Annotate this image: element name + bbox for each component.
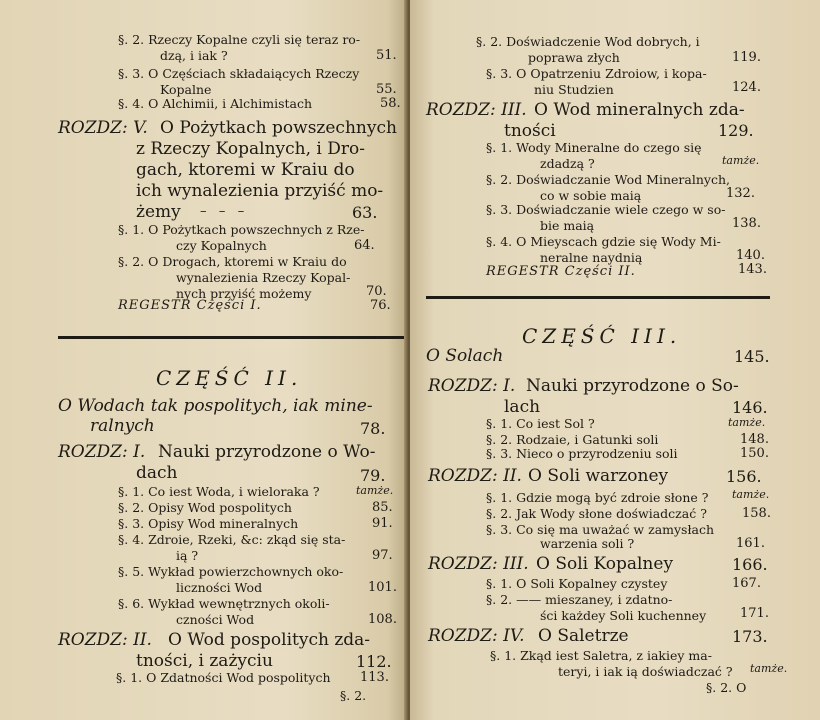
toc-entry: dzą, i iak ? [160,48,228,63]
right-page [410,0,820,720]
register-entry: REGESTR Części II. [486,264,636,279]
chapter-title: Nauki przyrodzone o So- [526,376,739,396]
page-number: 78. [360,419,386,438]
toc-entry: §. 2. Jak Wody słone doświadczać ? [486,506,707,521]
toc-entry: co w sobie maią [540,188,642,203]
toc-entry: §. 5. Wykład powierzchownych oko- [118,564,344,579]
toc-entry: §. 3. O Opatrzeniu Zdroiow, i kopa- [486,66,707,81]
page-number: 64. [354,238,375,253]
toc-entry: czności Wod [176,612,255,627]
page-number: 166. [732,555,768,574]
toc-entry: liczności Wod [176,580,263,595]
toc-entry: §. 2. O Drogach, ktoremi w Kraiu do [118,254,347,269]
toc-entry: neralne naydnią [540,250,643,265]
page-number: 76. [370,298,391,313]
toc-entry: §. 2. —— mieszaney, i zdatno- [486,592,673,607]
page-number: 145. [734,347,770,366]
page-number: 63. [352,203,378,222]
chapter-title: O Saletrze [538,626,629,646]
chapter-title: O Soli Kopalney [536,554,674,574]
toc-entry: czy Kopalnych [176,238,267,253]
chapter-title: O Wod pospolitych zda- [168,630,371,650]
toc-entry: nych przyiść możemy [176,286,312,301]
chapter-title: O Wod mineralnych zda- [534,100,745,120]
page-number: tamże. [728,416,766,429]
toc-entry: §. 2. Doświadczanie Wod Mineralnych, [486,172,730,187]
toc-entry: §. 3. Nieco o przyrodzeniu soli [486,446,678,461]
section-title: O Solach [426,346,504,366]
page-number: 97. [372,548,393,563]
page-number: 171. [740,606,769,621]
toc-entry: teryi, i iak ią doświadczać ? [558,664,733,679]
chapter-title: tności, i zażyciu [136,651,273,671]
chapter-title: O Pożytkach powszechnych [160,118,397,138]
page-number: 132. [726,186,755,201]
section-rule [58,336,404,339]
toc-entry: §. 2. Rzeczy Kopalne czyli się teraz ro- [118,32,361,47]
page-number: tamże. [750,662,788,675]
toc-entry: §. 4. O Mieyscach gdzie się Wody Mi- [486,234,721,249]
toc-entry: §. 1. Zkąd iest Saletra, z iakiey ma- [490,648,712,663]
page-number: tamże. [722,154,760,167]
toc-entry: §. 3. O Częściach składaiących Rzeczy [118,66,360,81]
chapter-heading: ROZDZ: III. [428,554,529,574]
chapter-title: z Rzeczy Kopalnych, i Dro- [136,139,366,159]
page-number: 85. [372,500,393,515]
toc-entry: wynalezienia Rzeczy Kopal- [176,270,351,285]
catchword: §. 2. [340,688,367,703]
toc-entry: §. 1. O Pożytkach powszechnych z Rze- [118,222,365,237]
toc-entry: ią ? [176,548,199,563]
chapter-title: Nauki przyrodzone o Wo- [158,442,376,462]
chapter-heading: ROZDZ: I. [58,442,146,462]
toc-entry: §. 3. Opisy Wod mineralnych [118,516,299,531]
toc-entry: §. 1. Co iest Woda, i wieloraka ? [118,484,320,499]
page-number: 108. [368,612,397,627]
chapter-heading: ROZDZ: III. [426,100,527,120]
page-number: 101. [368,580,397,595]
toc-entry: §. 2. Rodzaie, i Gatunki soli [486,432,659,447]
page-number: 146. [732,398,768,417]
chapter-title: ich wynalezienia przyiść mo- [136,181,384,201]
part-heading: CZĘŚĆ II. [156,366,303,390]
chapter-title: tności [504,121,556,141]
page-number: 138. [732,216,761,231]
toc-entry: §. 1. Gdzie mogą być zdroie słone ? [486,490,709,505]
page-number: 70. [366,284,387,299]
page-number: 143. [738,262,767,277]
chapter-title: O Soli warzoney [528,466,669,486]
chapter-heading: ROZDZ: IV. [428,626,525,646]
page-number: 150. [740,446,769,461]
catchword: §. 2. O [706,680,747,695]
chapter-heading: ROZDZ: II. [58,630,152,650]
toc-entry: §. 1. O Soli Kopalney czystey [486,576,668,591]
page-number: 156. [726,467,762,486]
page-number: 51. [376,48,397,63]
toc-entry: §. 1. Co iest Sol ? [486,416,595,431]
section-title: O Wodach tak pospolitych, iak mine- [58,396,373,416]
chapter-title: lach [504,397,541,417]
toc-entry: §. 1. Wody Mineralne do czego się [486,140,702,155]
chapter-title: żemy [136,202,181,222]
page-number: tamże. [732,488,770,501]
page-number: 113. [360,670,389,685]
left-page [0,0,408,720]
chapter-title: dach [136,463,178,483]
chapter-heading: ROZDZ: II. [428,466,522,486]
page-number: 173. [732,627,768,646]
toc-entry: §. 4. Zdroie, Rzeki, &c: zkąd się sta- [118,532,346,547]
toc-entry: §. 3. Doświadczanie wiele czego w so- [486,202,726,217]
section-rule [426,296,770,299]
page-number: 161. [736,536,765,551]
section-title: ralnych [90,416,155,436]
page-number: 79. [360,466,386,485]
toc-entry: bie maią [540,218,595,233]
chapter-heading: ROZDZ: V. [58,118,148,138]
page-number: 129. [718,121,754,140]
page-number: 112. [356,652,392,671]
page-number: 91. [372,516,393,531]
page-number: 148. [740,432,769,447]
toc-entry: §. 3. Co się ma uważać w zamysłach [486,522,715,537]
toc-entry: poprawa złych [528,50,620,65]
register-entry: REGESTR Części I. [118,298,262,313]
toc-entry: zdadzą ? [540,156,595,171]
page-number: 167. [732,576,761,591]
toc-entry: §. 6. Wykład wewnętrznych okoli- [118,596,330,611]
toc-entry: ści każdey Soli kuchenney [540,608,707,623]
leader-dashes: – – – [200,204,245,219]
chapter-title: gach, ktoremi w Kraiu do [136,160,355,180]
page-number: 140. [736,248,765,263]
page-number: 124. [732,80,761,95]
page-number: 58. [380,96,401,111]
chapter-heading: ROZDZ: I. [428,376,516,396]
toc-entry: §. 4. O Alchimii, i Alchimistach [118,96,313,111]
page-number: 55. [376,82,397,97]
page-number: 119. [732,50,761,65]
part-heading: CZĘŚĆ III. [522,324,682,348]
toc-entry: §. 2. Doświadczenie Wod dobrych, i [476,34,700,49]
page-number: 158. [742,506,771,521]
toc-entry: §. 2. Opisy Wod pospolitych [118,500,292,515]
toc-entry: niu Studzien [534,82,614,97]
toc-entry: Kopalne [160,82,212,97]
toc-entry: §. 1. O Zdatności Wod pospolitych [116,670,331,685]
toc-entry: warzenia soli ? [540,536,635,551]
page-number: tamże. [356,484,394,497]
